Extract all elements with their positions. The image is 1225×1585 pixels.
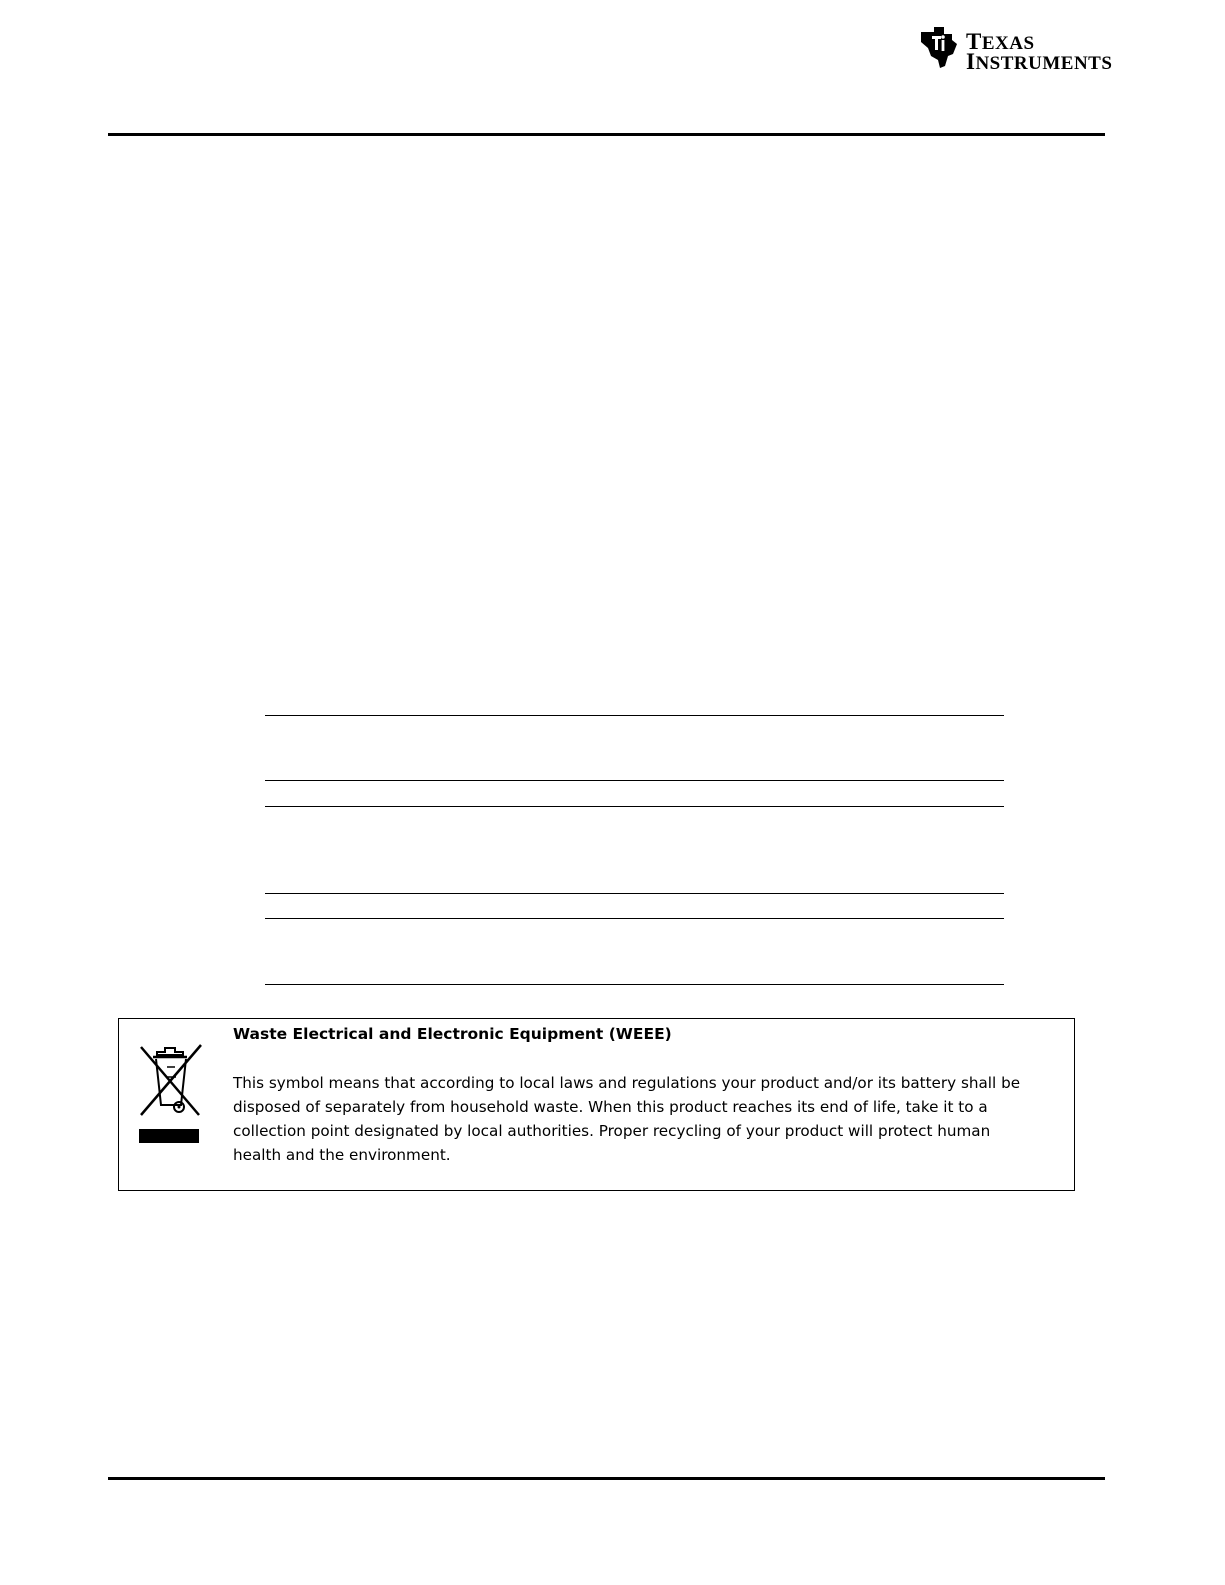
ti-state-logo-icon [918, 24, 960, 70]
header-rule [108, 133, 1105, 136]
weee-notice [118, 1018, 1075, 1191]
ti-logo [918, 24, 1113, 74]
weee-body-line: health and the environment. [233, 1146, 451, 1164]
table-rule-2 [265, 780, 1004, 781]
ti-logo-word-instruments: INSTRUMENTS [966, 49, 1113, 74]
table-rule-1 [265, 715, 1004, 716]
weee-body-line: This symbol means that according to local laws and regulations your product and/or its battery shall be [233, 1074, 1021, 1092]
table-rule-5 [265, 918, 1004, 919]
ti-logo-word-texas: TEXAS [966, 29, 1035, 54]
crossed-out-wheelie-bin-icon [137, 1039, 205, 1145]
table-rule-4 [265, 893, 1004, 894]
weee-body [233, 1071, 1068, 1167]
footer-rule [108, 1477, 1105, 1480]
weee-title: Waste Electrical and Electronic Equipment (WEEE) [233, 1025, 672, 1043]
table-rule-3 [265, 806, 1004, 807]
weee-body-line: disposed of separately from household waste. When this product reaches its end of life, take it to a [233, 1098, 988, 1116]
table-rule-6 [265, 984, 1004, 985]
weee-body-line: collection point designated by local authorities. Proper recycling of your product will protect human [233, 1122, 991, 1140]
